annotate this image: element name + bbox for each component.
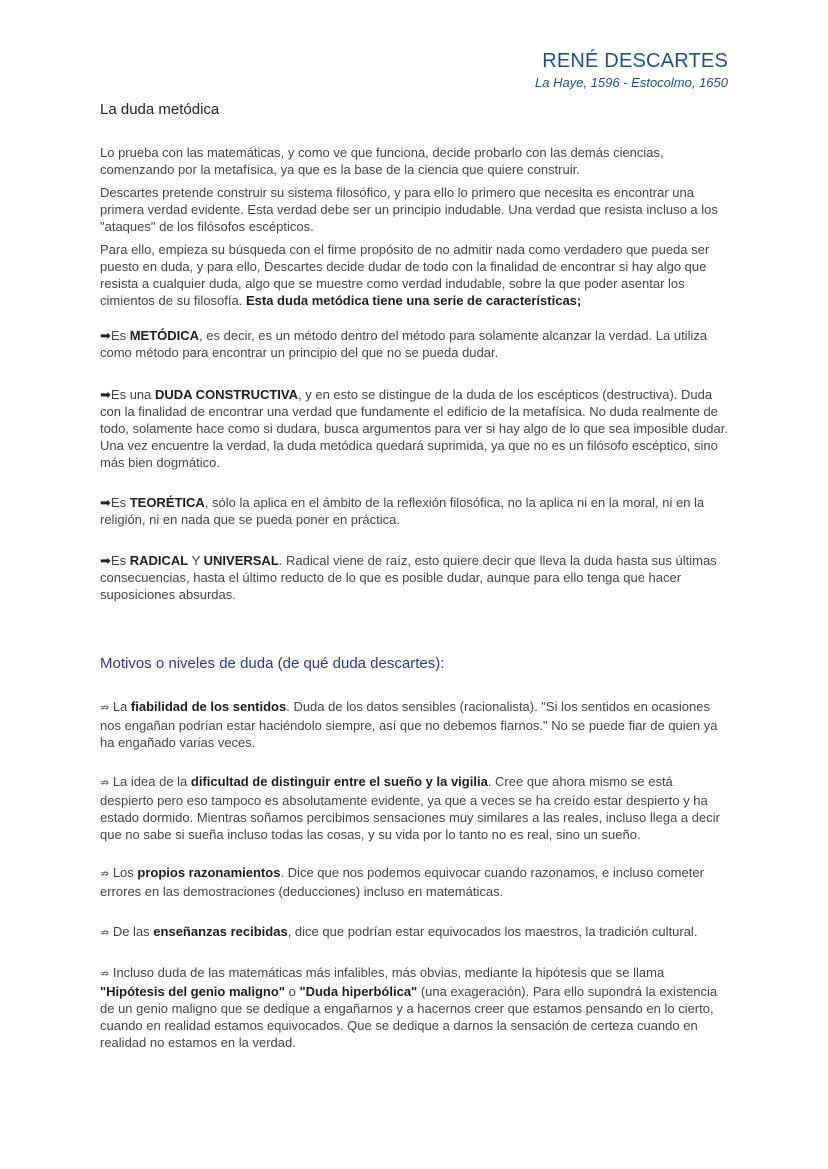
characteristic-item: ➡Es una DUDA CONSTRUCTIVA, y en esto se distingue de la duda de los escépticos (destructiva). Duda con la finalidad de encontrar una verdad que fundamente el edificio de la metafísica. No duda realmente de todo, solamente hace como si dudara, busca argumentos para ver si hay algo de lo que sea imposible dudar. Una vez encuentre la verdad, la duda metódica quedará suprimida, ya que no es un filósofo escéptico, sino más bien dogmático.: [100, 387, 728, 470]
double-arrow-icon: ⇏: [100, 702, 110, 714]
arrow-icon: ➡: [100, 387, 111, 402]
motive-name: enseñanzas recibidas: [153, 924, 288, 939]
characteristic-name: UNIVERSAL: [203, 553, 279, 568]
motives-heading: Motivos o niveles de duda (de qué duda descartes):: [100, 655, 445, 672]
motive-name: fiabilidad de los sentidos: [130, 699, 287, 714]
motive-name: propios razonamientos: [137, 865, 281, 880]
arrow-icon: ➡: [100, 553, 111, 568]
motive-item: ⇏ Los propios razonamientos. Dice que nos podemos equivocar cuando razonamos, e incluso cometer errores en las demostraciones (deducciones) incluso en matemáticas.: [100, 865, 704, 899]
intro-paragraph-3: [100, 241, 728, 309]
characteristic-item: ➡Es TEORÉTICA, sólo la aplica en el ámbito de la reflexión filosófica, no la aplica ni en la moral, ni en la religión, ni en nada que se pueda poner en práctica.: [100, 495, 705, 527]
arrow-icon: ➡: [100, 495, 111, 510]
author-dates: La Haye, 1596 - Estocolmo, 1650: [535, 75, 728, 90]
motive-item: ⇏ De las enseñanzas recibidas, dice que podrían estar equivocados los maestros, la tradición cultural.: [100, 924, 698, 939]
motive-item: ⇏ Incluso duda de las matemáticas más infalibles, más obvias, mediante la hipótesis que se llama "Hipótesis del genio maligno" o "Duda hiperbólica" (una exageración). Para ello supondrá la existencia de un genio maligno que se dedique a engañarnos y a hacernos creer que estamos pensando en lo cierto, cuando en realidad estamos equivocados. Que se dedique a darnos la sensación de certeza cuando en realidad no estamos en la verdad.: [100, 965, 718, 1050]
motive-name: "Hipótesis del genio maligno": [100, 984, 285, 999]
document-header: [535, 50, 728, 90]
intro-paragraph-3-bold: Esta duda metódica tiene una serie de características;: [245, 293, 582, 308]
characteristic-name: DUDA CONSTRUCTIVA: [155, 387, 298, 402]
double-arrow-icon: ⇏: [100, 968, 110, 980]
intro-paragraph-2: Descartes pretende construir su sistema filosófico, y para ello lo primero que necesita es encontrar una primera verdad evidente. Esta verdad debe ser un principio indudable. Una verdad que resista incluso a los "ataques" de los filósofos escépticos.: [100, 185, 718, 234]
motive-name: dificultad de distinguir entre el sueño y la vigilia: [190, 774, 488, 789]
characteristic-item: ➡Es METÓDICA, es decir, es un método dentro del método para solamente alcanzar la verdad. La utiliza como método para encontrar un principio del que no se pueda dudar.: [100, 328, 708, 360]
arrow-icon: ➡: [100, 328, 111, 343]
section-title: La duda metódica: [100, 101, 220, 118]
motive-item: ⇏ La fiabilidad de los sentidos. Duda de los datos sensibles (racionalista). "Si los sentidos en ocasiones nos engañan podrían estar haciéndolo siempre, así que no debemos fiarnos." No se puede fiar de quien ya ha engañado varias veces.: [100, 699, 718, 750]
author-name: RENÉ DESCARTES: [542, 50, 728, 72]
intro-paragraph-1: Lo prueba con las matemáticas, y como ve que funciona, decide probarlo con las demás ciencias, comenzando por la metafísica, ya que es la base de la ciencia que quiere construir.: [100, 145, 664, 177]
characteristic-name: RADICAL: [129, 553, 189, 568]
characteristic-name: METÓDICA: [129, 328, 200, 343]
double-arrow-icon: ⇏: [100, 777, 110, 789]
intro-section: [100, 144, 728, 309]
double-arrow-icon: ⇏: [100, 868, 110, 880]
characteristic-item: ➡Es RADICAL Y UNIVERSAL. Radical viene de raíz, esto quiere decir que lleva la duda hasta sus últimas consecuencias, hasta el último reducto de lo que es posible dudar, aunque para ello tenga que hacer suposiciones absurdas.: [100, 553, 717, 602]
motive-name: "Duda hiperbólica": [299, 984, 418, 999]
intro-paragraph-3-text: Para ello, empieza su búsqueda con el firme propósito de no admitir nada como verdadero que pueda ser puesto en duda, y para ello, Descartes decide dudar de todo con la finalidad de encontrar si hay algo que resista a cualquier duda, algo que se muestre como verdad indudable, sobre la que poder asentar los cimientos de su filosofía.: [100, 242, 710, 308]
characteristic-name: TEORÉTICA: [129, 495, 205, 510]
double-arrow-icon: ⇏: [100, 927, 110, 939]
motive-item: ⇏ La idea de la dificultad de distinguir entre el sueño y la vigilia. Cree que ahora mismo se está despierto pero eso tampoco es absolutamente evidente, ya que a veces se ha creído estar despierto y ha estado dormido. Mientras soñamos percibimos sensaciones muy similares a las reales, incluso llega a decir que no sabe si sueña incluso todas las cosas, y su vida por lo tanto no es real, sino un sueño.: [100, 774, 720, 842]
